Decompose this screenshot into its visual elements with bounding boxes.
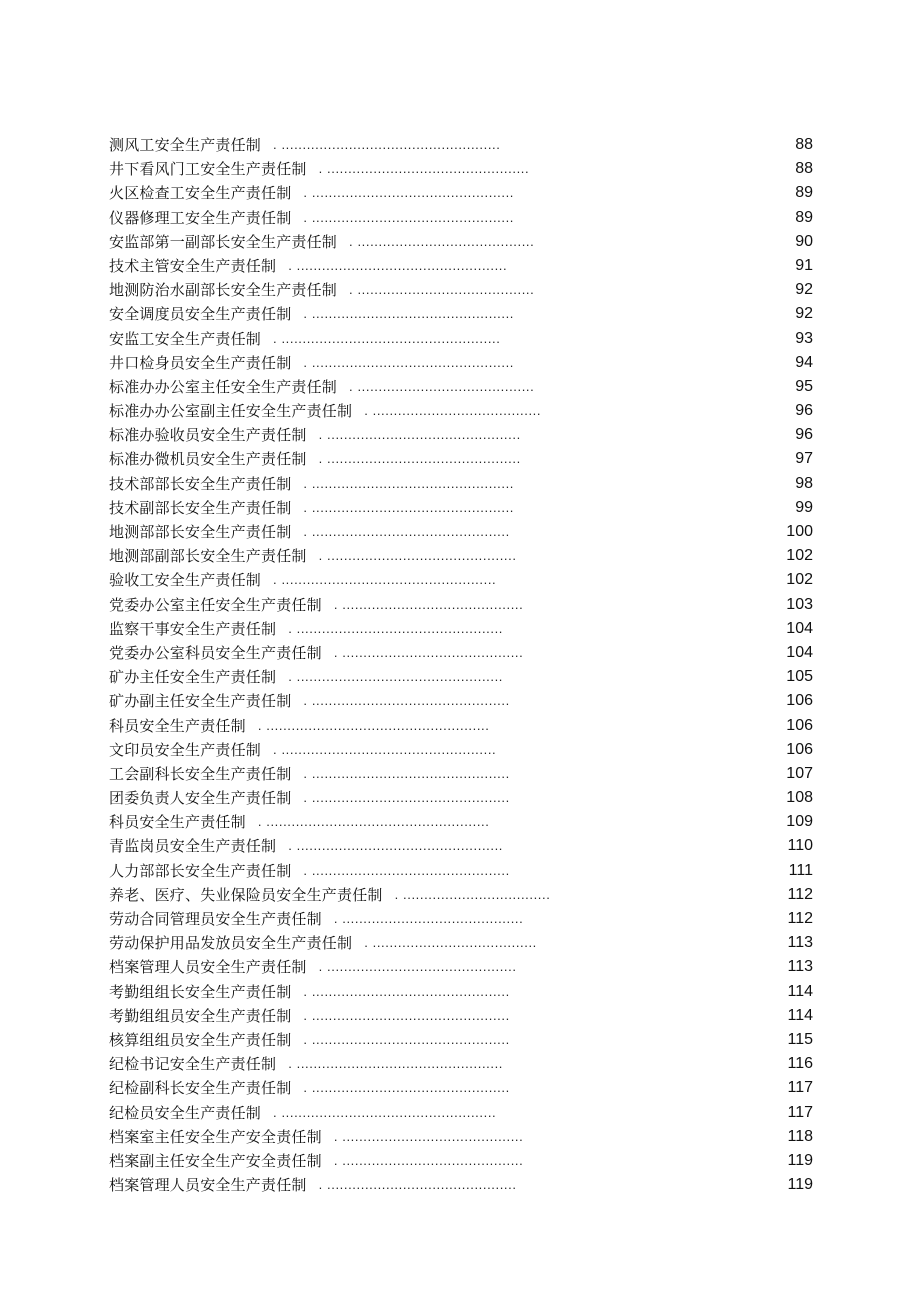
toc-dot-leader: . ................................................	[318, 161, 530, 177]
toc-dot-leader: . ..............................................	[318, 427, 521, 443]
toc-dot-leader: . ...................................................	[273, 572, 497, 588]
toc-page-number: 118	[787, 1127, 813, 1145]
toc-dot-leader: . ...............................................	[303, 1031, 510, 1047]
toc-entry-title: 核算组组员安全生产责任制	[109, 1030, 292, 1049]
toc-dot-leader: . ...................................................	[273, 741, 497, 757]
toc-entry-title: 地测防治水副部长安全生产责任制	[109, 281, 338, 300]
toc-page-number: 117	[787, 1103, 813, 1121]
toc-entry-title: 井口检身员安全生产责任制	[109, 353, 292, 372]
toc-entry-title: 党委办公室科员安全生产责任制	[109, 643, 322, 662]
toc-entry[interactable]	[109, 593, 813, 617]
toc-page-number: 92	[795, 281, 813, 299]
toc-page-number: 103	[786, 595, 813, 613]
toc-page-number: 102	[786, 571, 813, 589]
toc-entry-title: 考勤组组员安全生产责任制	[109, 1006, 292, 1025]
toc-page-number: 106	[786, 692, 813, 710]
toc-dot-leader: . ..........................................	[349, 378, 535, 394]
toc-page-number: 98	[795, 474, 813, 492]
toc-entry[interactable]	[109, 641, 813, 665]
toc-dot-leader: . ...................................................	[273, 1104, 497, 1120]
toc-entry[interactable]	[109, 955, 813, 979]
toc-entry[interactable]	[109, 472, 813, 496]
toc-dot-leader: . .....................................................	[257, 814, 490, 830]
toc-dot-leader: . ...........................................	[333, 596, 524, 612]
toc-entry[interactable]	[109, 689, 813, 713]
toc-page-number: 96	[795, 402, 813, 420]
toc-entry-title: 科员安全生产责任制	[109, 813, 246, 832]
toc-entry-title: 技术主管安全生产责任制	[109, 256, 277, 275]
toc-entry-title: 科员安全生产责任制	[109, 716, 246, 735]
toc-dot-leader: . ..............................................	[318, 451, 521, 467]
toc-entry-title: 养老、医疗、失业保险员安全生产责任制	[109, 885, 383, 904]
toc-page-number: 106	[786, 740, 813, 758]
toc-entry[interactable]	[109, 496, 813, 520]
toc-entry-title: 火区检查工安全生产责任制	[109, 184, 292, 203]
toc-entry[interactable]	[109, 714, 813, 738]
toc-page-number: 119	[787, 1151, 813, 1169]
toc-entry[interactable]	[109, 834, 813, 858]
toc-entry[interactable]	[109, 810, 813, 834]
toc-entry[interactable]	[109, 544, 813, 568]
toc-dot-leader: . ...............................................	[303, 765, 510, 781]
toc-dot-leader: . ................................................	[303, 499, 514, 515]
toc-page-number: 100	[786, 523, 813, 540]
toc-entry[interactable]	[109, 157, 813, 181]
toc-dot-leader: . ...........................................	[333, 1152, 524, 1168]
toc-entry[interactable]	[109, 181, 813, 205]
toc-entry[interactable]	[109, 447, 813, 471]
toc-dot-leader: . ...............................................	[303, 983, 510, 999]
toc-page-number: 105	[786, 668, 813, 686]
toc-entry-title: 党委办公室主任安全生产责任制	[109, 595, 322, 614]
toc-entry-title: 档案管理人员安全生产责任制	[109, 1176, 307, 1195]
toc-entry-title: 验收工安全生产责任制	[109, 571, 262, 590]
toc-entry[interactable]	[109, 931, 813, 955]
toc-dot-leader: . .................................................	[288, 669, 504, 685]
toc-dot-leader: . ................................................	[303, 475, 514, 491]
toc-entry-title: 考勤组组长安全生产责任制	[109, 982, 292, 1001]
toc-entry-title: 矿办主任安全生产责任制	[109, 668, 277, 687]
toc-dot-leader: . ................................................	[303, 185, 514, 201]
toc-entry[interactable]	[109, 520, 813, 544]
toc-page-number: 104	[786, 619, 813, 637]
toc-entry[interactable]	[109, 907, 813, 931]
toc-entry-title: 青监岗员安全生产责任制	[109, 837, 277, 856]
toc-entry-title: 标准办验收员安全生产责任制	[109, 426, 307, 445]
toc-entry-title: 纪检副科长安全生产责任制	[109, 1079, 292, 1098]
toc-page-number: 99	[795, 498, 813, 516]
toc-entry[interactable]	[109, 1028, 813, 1052]
toc-dot-leader: . ...............................................	[303, 524, 510, 539]
toc-page-number: 113	[787, 958, 813, 976]
toc-dot-leader: . .................................................	[288, 620, 504, 636]
toc-dot-leader: . .............................................	[318, 959, 517, 975]
toc-page-number: 117	[787, 1079, 813, 1097]
toc-entry[interactable]	[109, 568, 813, 592]
toc-entry[interactable]	[109, 762, 813, 786]
toc-entry-title: 安全调度员安全生产责任制	[109, 305, 292, 324]
toc-page-number: 89	[795, 208, 813, 226]
toc-dot-leader: . ...............................................	[303, 790, 510, 806]
toc-page-number: 107	[786, 764, 813, 782]
toc-page-number: 112	[787, 885, 813, 903]
toc-entry[interactable]	[109, 423, 813, 447]
toc-dot-leader: . ....................................................	[273, 330, 501, 346]
toc-entry-title: 劳动保护用品发放员安全生产责任制	[109, 934, 353, 953]
toc-entry-title: 地测部副部长安全生产责任制	[109, 547, 307, 566]
toc-page-number: 110	[787, 837, 813, 855]
toc-page-number: 89	[795, 184, 813, 202]
toc-dot-leader: . ...............................................	[303, 1007, 510, 1023]
toc-entry-title: 档案管理人员安全生产责任制	[109, 958, 307, 977]
toc-entry-title: 监察干事安全生产责任制	[109, 619, 277, 638]
toc-entry[interactable]	[109, 278, 813, 302]
table-of-contents	[109, 133, 813, 1197]
toc-page-number: 106	[786, 716, 813, 734]
toc-entry[interactable]	[109, 1052, 813, 1076]
toc-entry-title: 纪检书记安全生产责任制	[109, 1055, 277, 1074]
toc-entry[interactable]	[109, 133, 813, 157]
toc-dot-leader: . .............................................	[318, 548, 517, 564]
toc-entry-title: 人力部部长安全生产责任制	[109, 861, 292, 880]
toc-page-number: 113	[787, 934, 813, 952]
toc-entry[interactable]	[109, 327, 813, 351]
toc-entry[interactable]	[109, 665, 813, 689]
toc-page-number: 88	[795, 136, 813, 153]
toc-page-number: 108	[786, 789, 813, 807]
toc-page-number: 90	[795, 232, 813, 250]
toc-entry-title: 标准办办公室副主任安全生产责任制	[109, 402, 353, 421]
toc-entry[interactable]	[109, 738, 813, 762]
toc-entry[interactable]	[109, 883, 813, 907]
toc-entry[interactable]	[109, 254, 813, 278]
toc-entry-title: 档案室主任安全生产安全责任制	[109, 1127, 322, 1146]
toc-dot-leader: . ................................................	[303, 209, 514, 225]
toc-page-number: 112	[787, 910, 813, 927]
toc-entry-title: 档案副主任安全生产安全责任制	[109, 1151, 322, 1170]
toc-entry[interactable]	[109, 1173, 813, 1197]
toc-dot-leader: . .................................................	[288, 838, 504, 854]
toc-page-number: 88	[795, 160, 813, 178]
toc-page-number: 114	[787, 1006, 813, 1024]
toc-dot-leader: . ..................................................	[288, 257, 508, 273]
toc-dot-leader: . .....................................................	[257, 717, 490, 733]
toc-dot-leader: . .................................................	[288, 1056, 504, 1072]
toc-dot-leader: . ...........................................	[333, 1128, 524, 1144]
toc-entry[interactable]	[109, 1004, 813, 1028]
toc-page-number: 94	[795, 353, 813, 371]
toc-entry-title: 矿办副主任安全生产责任制	[109, 692, 292, 711]
toc-entry-title: 工会副科长安全生产责任制	[109, 764, 292, 783]
toc-page-number: 114	[787, 982, 813, 1000]
toc-page-number: 96	[795, 426, 813, 444]
toc-entry-title: 技术部部长安全生产责任制	[109, 474, 292, 493]
toc-entry[interactable]	[109, 206, 813, 230]
toc-entry-title: 测风工安全生产责任制	[109, 136, 262, 154]
toc-entry-title: 文印员安全生产责任制	[109, 740, 262, 759]
toc-entry-title: 仪器修理工安全生产责任制	[109, 208, 292, 227]
toc-dot-leader: . ...........................................	[333, 644, 524, 660]
toc-page-number: 97	[795, 450, 813, 468]
toc-page-number: 92	[795, 305, 813, 323]
toc-dot-leader: . ........................................	[364, 403, 542, 419]
toc-entry[interactable]	[109, 1149, 813, 1173]
toc-entry-title: 安监工安全生产责任制	[109, 329, 262, 348]
toc-entry[interactable]	[109, 1125, 813, 1149]
toc-page-number: 95	[795, 377, 813, 395]
toc-entry[interactable]	[109, 399, 813, 423]
toc-page-number: 111	[788, 861, 813, 879]
toc-entry-title: 标准办微机员安全生产责任制	[109, 450, 307, 469]
toc-dot-leader: . ..........................................	[349, 282, 535, 298]
toc-page-number: 91	[795, 256, 813, 274]
toc-dot-leader: . .............................................	[318, 1177, 517, 1193]
toc-entry[interactable]	[109, 786, 813, 810]
toc-page-number: 109	[786, 813, 813, 831]
toc-entry[interactable]	[109, 230, 813, 254]
toc-entry[interactable]	[109, 1101, 813, 1125]
toc-page-number: 102	[786, 547, 813, 565]
toc-entry[interactable]	[109, 980, 813, 1004]
toc-entry-title: 地测部部长安全生产责任制	[109, 523, 292, 541]
toc-entry-title: 技术副部长安全生产责任制	[109, 498, 292, 517]
toc-dot-leader: . ...........................................	[333, 911, 524, 926]
toc-entry-title: 劳动合同管理员安全生产责任制	[109, 910, 322, 928]
toc-page-number: 93	[795, 329, 813, 347]
toc-dot-leader: . ...................................	[394, 886, 551, 902]
toc-entry-title: 团委负责人安全生产责任制	[109, 789, 292, 808]
toc-entry-title: 纪检员安全生产责任制	[109, 1103, 262, 1122]
toc-dot-leader: . ................................................	[303, 306, 514, 322]
toc-entry[interactable]	[109, 375, 813, 399]
toc-entry[interactable]	[109, 1076, 813, 1100]
toc-dot-leader: . ....................................................	[273, 137, 501, 152]
toc-page-number: 119	[787, 1176, 813, 1194]
toc-page-number: 115	[787, 1030, 813, 1048]
toc-dot-leader: . .......................................	[364, 935, 537, 951]
toc-dot-leader: . ...............................................	[303, 862, 510, 878]
toc-entry-title: 安监部第一副部长安全生产责任制	[109, 232, 338, 251]
toc-entry-title: 标准办办公室主任安全生产责任制	[109, 377, 338, 396]
toc-entry[interactable]	[109, 351, 813, 375]
toc-entry[interactable]	[109, 859, 813, 883]
toc-dot-leader: . ...............................................	[303, 1080, 510, 1096]
toc-entry-title: 井下看风门工安全生产责任制	[109, 160, 307, 179]
toc-dot-leader: . ..........................................	[349, 233, 535, 249]
toc-dot-leader: . ...............................................	[303, 693, 510, 709]
toc-dot-leader: . ................................................	[303, 354, 514, 370]
toc-entry[interactable]	[109, 617, 813, 641]
toc-entry[interactable]	[109, 302, 813, 326]
toc-page-number: 104	[786, 643, 813, 661]
toc-page-number: 116	[787, 1055, 813, 1073]
